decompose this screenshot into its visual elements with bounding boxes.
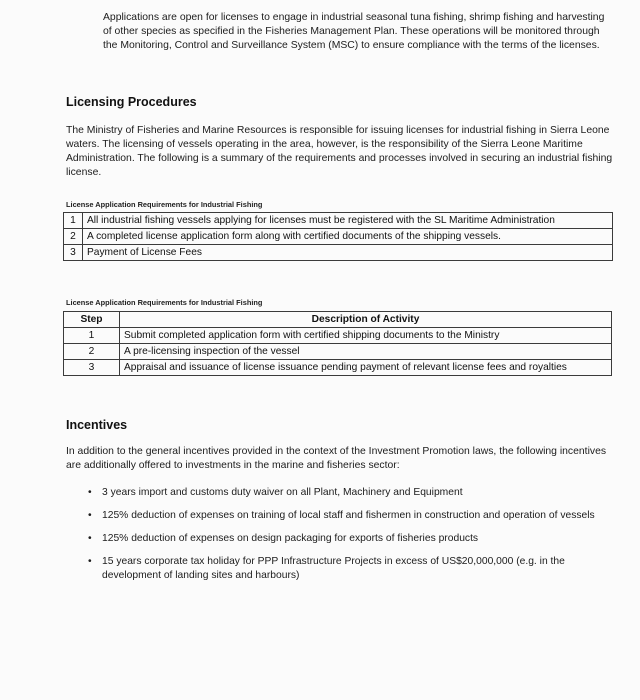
step-description: Submit completed application form with certified shipping documents to the Ministry [120, 328, 612, 344]
row-number: 3 [64, 245, 83, 261]
licensing-procedures-paragraph: The Ministry of Fisheries and Marine Resources is responsible for issuing licenses for industrial fishing in Sierra Leone waters. The licensing of vessels operating in the area, however, is the responsibility of the Sierra Leone Maritime Administration. The following is a summary of the requirements and processes involved in securing an industrial fishing license. [66, 125, 613, 178]
list-item [88, 486, 608, 500]
requirement-text: All industrial fishing vessels applying for licenses must be registered with the SL Maritime Administration [83, 213, 613, 229]
intro-paragraph: Applications are open for licenses to engage in industrial seasonal tuna fishing, shrimp fishing and harvesting of other species as specified in the Fisheries Management Plan. These operations will be monitored through the Monitoring, Control and Surveillance System (MSC) to ensure compliance with the terms of the licenses. [103, 12, 605, 51]
list-item-text: 15 years corporate tax holiday for PPP Infrastructure Projects in excess of US$20,000,000 (e.g. in the development of landing sites and harbours) [102, 556, 565, 581]
step-number: 2 [64, 344, 120, 360]
row-number: 1 [64, 213, 83, 229]
list-item [88, 532, 608, 546]
step-description: Appraisal and issuance of license issuance pending payment of relevant license fees and royalties [120, 360, 612, 376]
bullet-icon: • [88, 487, 92, 498]
table-row [64, 229, 613, 245]
table1-caption: License Application Requirements for Industrial Fishing [66, 200, 263, 209]
incentives-list [88, 486, 608, 583]
step-description: A pre-licensing inspection of the vessel [120, 344, 612, 360]
bullet-icon: • [88, 510, 92, 521]
requirement-text: Payment of License Fees [83, 245, 613, 261]
step-column-header: Step [64, 312, 120, 328]
table-row [64, 344, 612, 360]
description-column-header: Description of Activity [120, 312, 612, 328]
table-row [64, 360, 612, 376]
licensing-procedures-heading: Licensing Procedures [66, 95, 197, 109]
requirement-text: A completed license application form along with certified documents of the shipping vessels. [83, 229, 613, 245]
table-row [64, 245, 613, 261]
list-item-text: 125% deduction of expenses on design packaging for exports of fisheries products [102, 533, 479, 544]
incentives-heading: Incentives [66, 418, 128, 432]
requirements-table [63, 212, 613, 261]
bullet-icon: • [88, 533, 92, 544]
list-item [88, 555, 608, 583]
step-number: 3 [64, 360, 120, 376]
list-item [88, 509, 608, 523]
table-header-row [64, 312, 612, 328]
table-row [64, 213, 613, 229]
table2-caption: License Application Requirements for Industrial Fishing [66, 298, 263, 307]
process-steps-table [63, 311, 612, 376]
bullet-icon: • [88, 556, 92, 567]
incentives-paragraph: In addition to the general incentives provided in the context of the Investment Promotion laws, the following incentives are additionally offered to investments in the marine and fisheries sector: [66, 446, 607, 471]
step-number: 1 [64, 328, 120, 344]
row-number: 2 [64, 229, 83, 245]
table-row [64, 328, 612, 344]
list-item-text: 125% deduction of expenses on training of local staff and fishermen in construction and operation of vessels [102, 510, 595, 521]
list-item-text: 3 years import and customs duty waiver on all Plant, Machinery and Equipment [102, 487, 463, 498]
